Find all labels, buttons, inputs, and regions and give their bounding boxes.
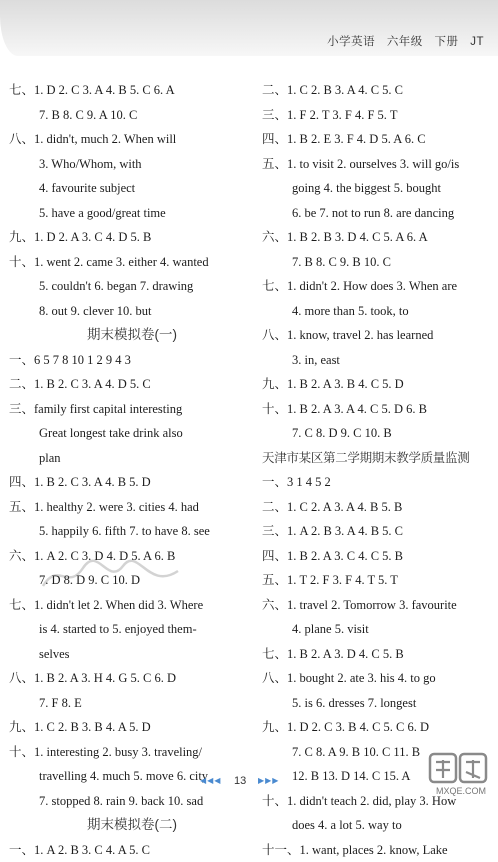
header-volume: 下册	[435, 36, 459, 48]
section-heading: 期末模拟卷(一)	[9, 323, 255, 348]
answer-line: 九、1. D 2. A 3. C 4. D 5. B	[9, 225, 255, 250]
answer-line: 5. couldn't 6. began 7. drawing	[9, 274, 255, 299]
answer-line: 九、1. C 2. B 3. B 4. A 5. D	[9, 715, 255, 740]
answer-line: 八、1. B 2. A 3. H 4. G 5. C 6. D	[9, 666, 255, 691]
answer-line: 3. Who/Whom, with	[9, 152, 255, 177]
answer-line: 7. C 8. A 9. B 10. C 11. B	[262, 740, 494, 765]
answer-line: 7. B 8. C 9. A 10. C	[9, 103, 255, 128]
answer-line: 5. happily 6. fifth 7. to have 8. see	[9, 519, 255, 544]
answer-line: does 4. a lot 5. way to	[262, 813, 494, 838]
answer-line: 7. stopped 8. rain 9. back 10. sad	[9, 789, 255, 814]
answer-line: 3. in, east	[262, 348, 494, 373]
answer-line: 5. have a good/great time	[9, 201, 255, 226]
answer-line: Great longest take drink also	[9, 421, 255, 446]
answer-line: 7. C 8. D 9. C 10. B	[262, 421, 494, 446]
answer-line: 一、6 5 7 8 10 1 2 9 4 3	[9, 348, 255, 373]
next-arrows: ▶▶▶	[258, 776, 279, 785]
prev-arrows: ◀◀◀	[200, 776, 221, 785]
answer-line: selves	[9, 642, 255, 667]
answer-line: 十、1. interesting 2. busy 3. traveling/	[9, 740, 255, 765]
answer-line: 八、1. bought 2. ate 3. his 4. to go	[262, 666, 494, 691]
handwritten-watermark	[38, 556, 188, 596]
answer-line: is 4. started to 5. enjoyed them-	[9, 617, 255, 642]
answer-line: 十、1. went 2. came 3. either 4. wanted	[9, 250, 255, 275]
header-subject: 小学英语	[327, 36, 375, 48]
section-heading: 期末模拟卷(二)	[9, 813, 255, 838]
header-grade: 六年级	[387, 36, 423, 48]
answer-line: 七、1. didn't let 2. When did 3. Where	[9, 593, 255, 618]
answer-line: 四、1. B 2. E 3. F 4. D 5. A 6. C	[262, 127, 494, 152]
header-edition: JT	[470, 36, 484, 48]
answer-line: 4. plane 5. visit	[262, 617, 494, 642]
answer-line: 三、family first capital interesting	[9, 397, 255, 422]
answer-line: 7. D 8. D 9. C 10. D	[9, 568, 255, 593]
answer-line: 六、1. B 2. B 3. D 4. C 5. A 6. A	[262, 225, 494, 250]
answer-line: 七、1. didn't 2. How does 3. When are	[262, 274, 494, 299]
answer-line: 7. B 8. C 9. B 10. C	[262, 250, 494, 275]
answer-line: 七、1. D 2. C 3. A 4. B 5. C 6. A	[9, 78, 255, 103]
answer-line: 十、1. B 2. A 3. A 4. C 5. D 6. B	[262, 397, 494, 422]
answer-line: 三、1. A 2. B 3. A 4. B 5. C	[262, 519, 494, 544]
answer-line: 四、1. B 2. C 3. A 4. B 5. D	[9, 470, 255, 495]
answer-column-left	[9, 78, 255, 862]
answer-line: 二、1. C 2. B 3. A 4. C 5. C	[262, 78, 494, 103]
answer-line: going 4. the biggest 5. bought	[262, 176, 494, 201]
watermark-text: MXQE.COM	[436, 786, 486, 796]
answer-line: 十一、1. want, places 2. know, Lake	[262, 838, 494, 862]
answer-line: 4. favourite subject	[9, 176, 255, 201]
answer-line: 5. is 6. dresses 7. longest	[262, 691, 494, 716]
answer-line: 8. out 9. clever 10. but	[9, 299, 255, 324]
section-heading: 天津市某区第二学期期末教学质量监测	[262, 446, 494, 471]
page-header	[319, 33, 484, 49]
answer-line: 三、1. F 2. T 3. F 4. F 5. T	[262, 103, 494, 128]
answer-line: 八、1. didn't, much 2. When will	[9, 127, 255, 152]
page-number: 13	[234, 775, 246, 787]
answer-line: travelling 4. much 5. move 6. city	[9, 764, 255, 789]
answer-line: 九、1. B 2. A 3. B 4. C 5. D	[262, 372, 494, 397]
answer-line: 一、1. A 2. B 3. C 4. A 5. C	[9, 838, 255, 862]
answer-line: 六、1. travel 2. Tomorrow 3. favourite	[262, 593, 494, 618]
answer-line: 七、1. B 2. A 3. D 4. C 5. B	[262, 642, 494, 667]
answer-line: 四、1. B 2. A 3. C 4. C 5. B	[262, 544, 494, 569]
answer-line: 五、1. healthy 2. were 3. cities 4. had	[9, 495, 255, 520]
answer-line: 五、1. to visit 2. ourselves 3. will go/is	[262, 152, 494, 177]
answer-line: 五、1. T 2. F 3. F 4. T 5. T	[262, 568, 494, 593]
answer-line: 十、1. didn't teach 2. did, play 3. How	[262, 789, 494, 814]
answer-line: plan	[9, 446, 255, 471]
answer-line: 九、1. D 2. C 3. B 4. C 5. C 6. D	[262, 715, 494, 740]
answer-line: 6. be 7. not to run 8. are dancing	[262, 201, 494, 226]
answer-line: 二、1. C 2. A 3. A 4. B 5. B	[262, 495, 494, 520]
answer-line: 12. B 13. D 14. C 15. A	[262, 764, 494, 789]
site-logo-watermark	[428, 748, 490, 788]
answer-line: 7. F 8. E	[9, 691, 255, 716]
answer-column-right	[262, 78, 494, 862]
answer-line: 六、1. A 2. C 3. D 4. D 5. A 6. B	[9, 544, 255, 569]
answer-line: 八、1. know, travel 2. has learned	[262, 323, 494, 348]
answer-line: 一、3 1 4 5 2	[262, 470, 494, 495]
answer-line: 二、1. B 2. C 3. A 4. D 5. C	[9, 372, 255, 397]
answer-line: 4. more than 5. took, to	[262, 299, 494, 324]
